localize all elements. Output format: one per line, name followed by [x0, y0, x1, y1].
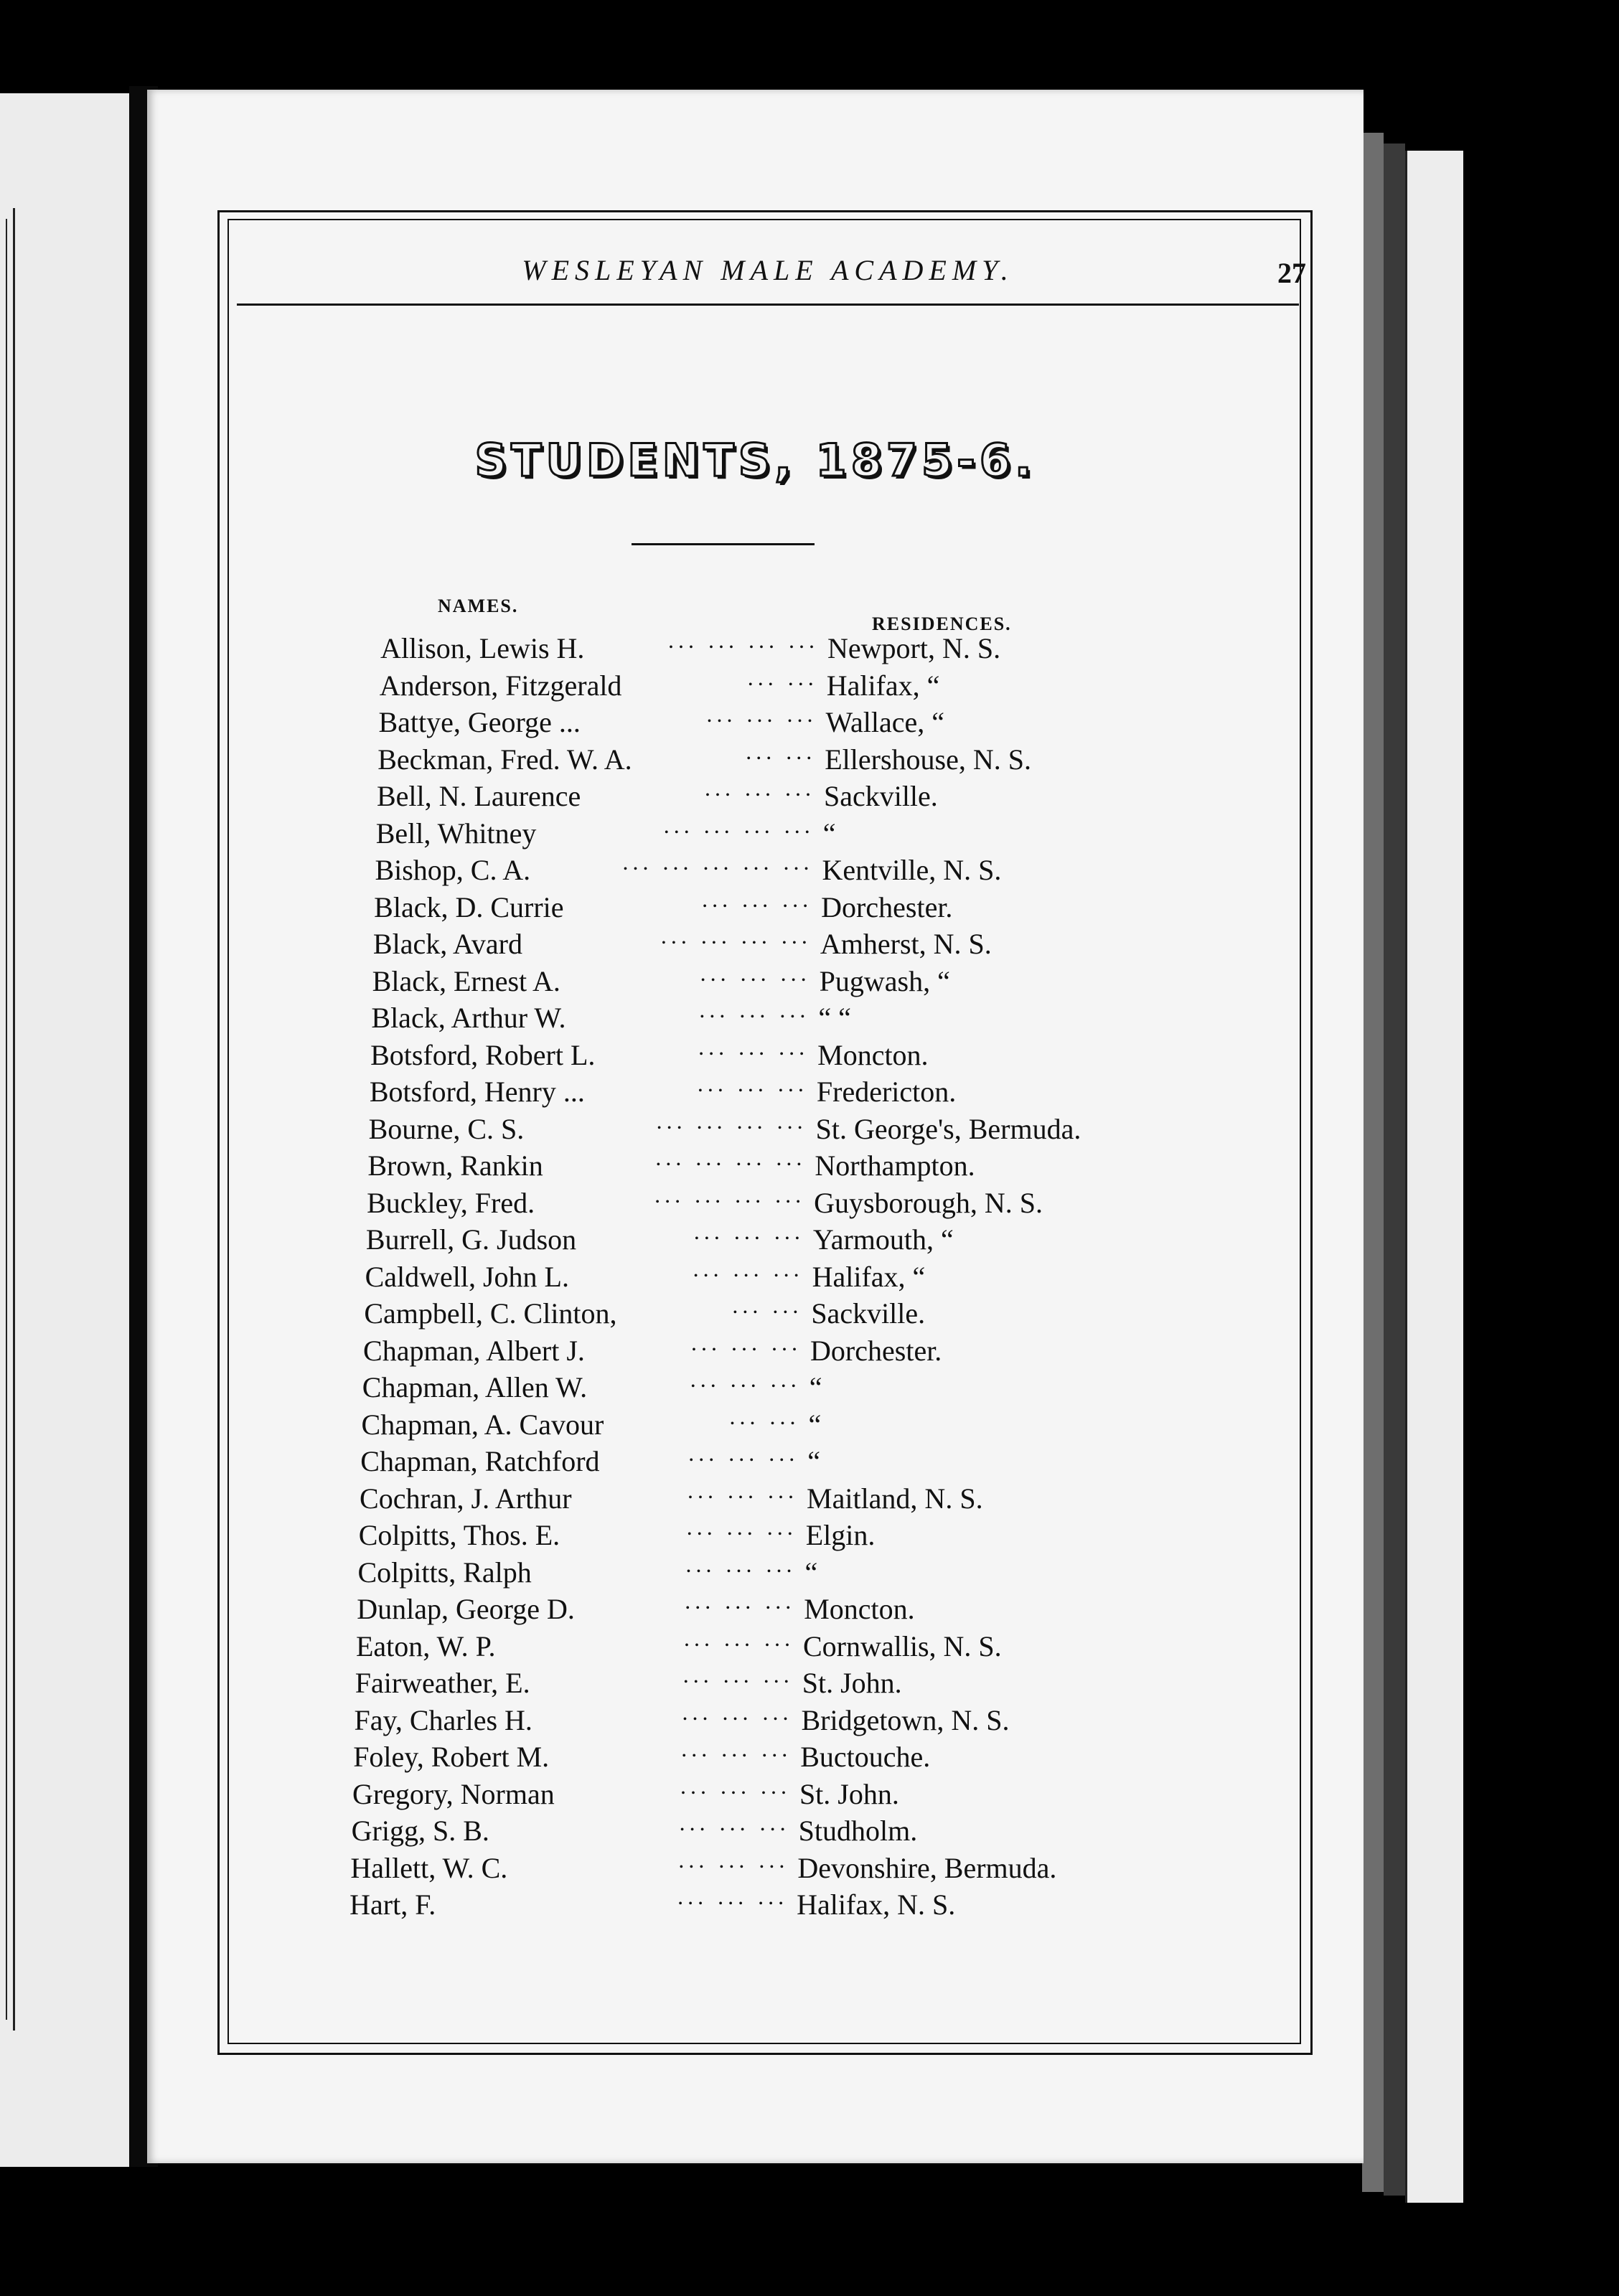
student-name: Chapman, A. Cavour [361, 1408, 604, 1441]
student-name: Black, Ernest A. [372, 964, 560, 997]
student-residence: “ [808, 1408, 822, 1441]
leader-dots: ... ... ... [678, 1846, 789, 1873]
page-edge [1362, 133, 1384, 2192]
student-name: Colpitts, Thos. E. [358, 1519, 560, 1551]
student-name: Beckman, Fred. W. A. [377, 743, 632, 776]
student-name: Anderson, Fitzgerald [379, 669, 622, 702]
leader-dots: ... ... [729, 1403, 800, 1429]
list-item [376, 775, 1310, 817]
leader-dots: ... ... ... [704, 775, 815, 801]
leader-dots: ... ... ... [698, 1033, 810, 1060]
student-name: Bell, Whitney [375, 817, 537, 850]
leader-dots: ... ... ... [686, 1514, 797, 1540]
list-item [377, 738, 1310, 780]
list-item [368, 1107, 1302, 1149]
student-name: Brown, Rankin [367, 1149, 543, 1182]
list-item [357, 1551, 1291, 1593]
facing-page-fragment [0, 93, 129, 2167]
leader-dots: ... ... ... [697, 1071, 808, 1096]
student-name: Botsford, Robert L. [370, 1038, 596, 1071]
list-item [362, 1366, 1295, 1408]
leader-dots: ... ... ... [699, 997, 810, 1022]
page-number: 27 [1277, 257, 1306, 289]
leader-dots: ... ... [732, 1292, 803, 1318]
student-name: Fairweather, E. [355, 1667, 530, 1699]
leader-dots: ... ... ... [693, 1255, 804, 1281]
student-residence: Dorchester. [810, 1334, 942, 1367]
student-name: Chapman, Allen W. [362, 1371, 588, 1403]
leader-dots: ... ... [747, 664, 818, 690]
list-item [367, 1144, 1300, 1186]
leader-dots: ... ... ... ... [663, 811, 815, 838]
list-item [380, 627, 1313, 669]
student-residence: St. George's, Bermuda. [815, 1112, 1081, 1145]
student-residence: Moncton. [804, 1593, 915, 1625]
student-residence: Moncton. [817, 1038, 929, 1071]
student-residence: Fredericton. [816, 1076, 957, 1108]
student-list [147, 90, 1364, 2163]
list-item [363, 1329, 1296, 1371]
leader-dots: ... ... ... [685, 1588, 796, 1614]
leader-dots: ... ... ... [702, 885, 813, 912]
student-name: Black, D. Currie [374, 890, 564, 923]
student-residence: “ [807, 1445, 821, 1477]
list-item [367, 1181, 1300, 1223]
student-residence: Buctouche. [800, 1741, 931, 1773]
student-name: Bell, N. Laurence [376, 780, 581, 812]
list-item [360, 1477, 1292, 1519]
book-page [147, 90, 1364, 2163]
student-name: Black, Arthur W. [371, 1002, 566, 1034]
leader-dots: ... ... ... [681, 1736, 792, 1761]
page-title: STUDENTS, 1875-6. [474, 434, 1036, 486]
running-title: WESLEYAN MALE ACADEMY. [522, 254, 1014, 286]
student-name: Hallett, W. C. [350, 1851, 508, 1884]
leader-dots: ... ... [746, 738, 817, 764]
list-item [364, 1292, 1297, 1334]
list-item [354, 1698, 1287, 1741]
student-name: Buckley, Fred. [367, 1186, 535, 1219]
list-item [353, 1736, 1286, 1777]
student-residence: Halifax, “ [826, 669, 940, 702]
student-residence: Kentville, N. S. [822, 854, 1002, 886]
list-item [365, 1255, 1298, 1297]
student-residence: Elgin. [805, 1519, 876, 1551]
leader-dots: ... ... ... [679, 1810, 790, 1835]
list-item [369, 1071, 1303, 1112]
facing-page-inner-border [0, 219, 7, 2020]
leader-dots: ... ... ... [685, 1551, 797, 1577]
student-residence: Guysborough, N. S. [814, 1186, 1043, 1219]
page-edge-shadow [1384, 144, 1405, 2196]
list-item [355, 1662, 1288, 1703]
leader-dots: ... ... ... [677, 1883, 789, 1909]
student-residence: Maitland, N. S. [807, 1482, 983, 1515]
leader-dots: ... ... ... ... ... [622, 849, 814, 875]
student-residence: Newport, N. S. [827, 632, 1001, 664]
student-name: Chapman, Albert J. [363, 1334, 585, 1367]
student-name: Cochran, J. Arthur [360, 1482, 572, 1515]
student-residence: Dorchester. [821, 890, 953, 923]
student-residence: “ “ [818, 1002, 851, 1034]
student-residence: Bridgetown, N. S. [801, 1703, 1010, 1736]
student-residence: Amherst, N. S. [820, 928, 992, 960]
leader-dots: ... ... ... [682, 1662, 794, 1688]
student-residence: Devonshire, Bermuda. [797, 1851, 1057, 1884]
student-name: Gregory, Norman [352, 1777, 555, 1810]
list-item [372, 923, 1306, 964]
leader-dots: ... ... ... [706, 701, 817, 727]
student-residence: Sackville. [811, 1297, 926, 1330]
student-residence: Studholm. [798, 1815, 918, 1847]
student-residence: St. John. [802, 1667, 902, 1699]
student-residence: Halifax, N. S. [797, 1888, 956, 1921]
student-name: Foley, Robert M. [353, 1741, 550, 1773]
list-item [374, 885, 1307, 928]
residences-column-header: RESIDENCES. [872, 613, 1012, 634]
list-item [352, 1772, 1285, 1815]
list-item [365, 1218, 1299, 1260]
leader-dots: ... ... ... ... [655, 1144, 807, 1170]
student-residence: Wallace, “ [825, 706, 945, 738]
student-residence: Cornwallis, N. S. [802, 1629, 1002, 1662]
student-name: Dunlap, George D. [357, 1593, 575, 1625]
leader-dots: ... ... ... [690, 1366, 801, 1392]
list-item [361, 1403, 1295, 1445]
leader-dots: ... ... ... [688, 1440, 799, 1466]
student-name: Allison, Lewis H. [380, 632, 585, 664]
student-name: Burrell, G. Judson [365, 1223, 577, 1256]
student-name: Grigg, S. B. [351, 1815, 489, 1847]
list-item [379, 664, 1313, 706]
list-item [355, 1624, 1289, 1667]
list-item [375, 849, 1308, 890]
list-item [358, 1514, 1292, 1556]
student-name: Bourne, C. S. [368, 1112, 525, 1145]
leader-dots: ... ... ... ... [660, 923, 812, 949]
student-residence: Pugwash, “ [819, 964, 950, 997]
leader-dots: ... ... ... [691, 1329, 802, 1355]
list-item [357, 1588, 1290, 1629]
list-item [360, 1440, 1293, 1482]
names-column-header: NAMES. [438, 596, 519, 616]
list-item [375, 811, 1309, 854]
student-name: Eaton, W. P. [355, 1629, 496, 1662]
leader-dots: ... ... ... [693, 1218, 804, 1244]
student-name: Chapman, Ratchford [360, 1445, 600, 1477]
student-name: Colpitts, Ralph [357, 1556, 532, 1589]
list-item [372, 959, 1305, 1002]
leader-dots: ... ... ... [682, 1698, 793, 1725]
student-name: Bishop, C. A. [375, 854, 531, 886]
list-item [371, 997, 1304, 1038]
student-name: Fay, Charles H. [354, 1703, 532, 1736]
list-item [378, 701, 1311, 743]
student-residence: Sackville. [823, 780, 938, 812]
student-residence: Yarmouth, “ [812, 1223, 954, 1256]
leader-dots: ... ... ... ... [654, 1181, 806, 1208]
student-name: Caldwell, John L. [365, 1260, 569, 1293]
leader-dots: ... ... ... [680, 1772, 791, 1799]
student-residence: “ [809, 1371, 822, 1403]
student-residence: “ [822, 817, 836, 850]
list-item [349, 1883, 1282, 1925]
list-item [351, 1810, 1285, 1851]
student-residence: Northampton. [815, 1149, 975, 1182]
student-residence: “ [804, 1556, 818, 1589]
student-name: Battye, George ... [378, 706, 581, 738]
list-item [350, 1846, 1283, 1888]
leader-dots: ... ... ... [683, 1624, 794, 1651]
student-residence: Ellershouse, N. S. [825, 743, 1031, 776]
leader-dots: ... ... ... [700, 959, 811, 986]
student-name: Botsford, Henry ... [369, 1076, 585, 1108]
leader-dots: ... ... ... ... [656, 1107, 807, 1134]
student-name: Campbell, C. Clinton, [364, 1297, 617, 1330]
leader-dots: ... ... ... [688, 1477, 799, 1503]
student-residence: St. John. [799, 1777, 899, 1810]
student-name: Black, Avard [372, 928, 522, 960]
student-residence: Halifax, “ [812, 1260, 926, 1293]
next-page-edge [1405, 151, 1463, 2203]
list-item [370, 1033, 1303, 1076]
student-name: Hart, F. [349, 1888, 436, 1921]
leader-dots: ... ... ... ... [668, 627, 819, 653]
